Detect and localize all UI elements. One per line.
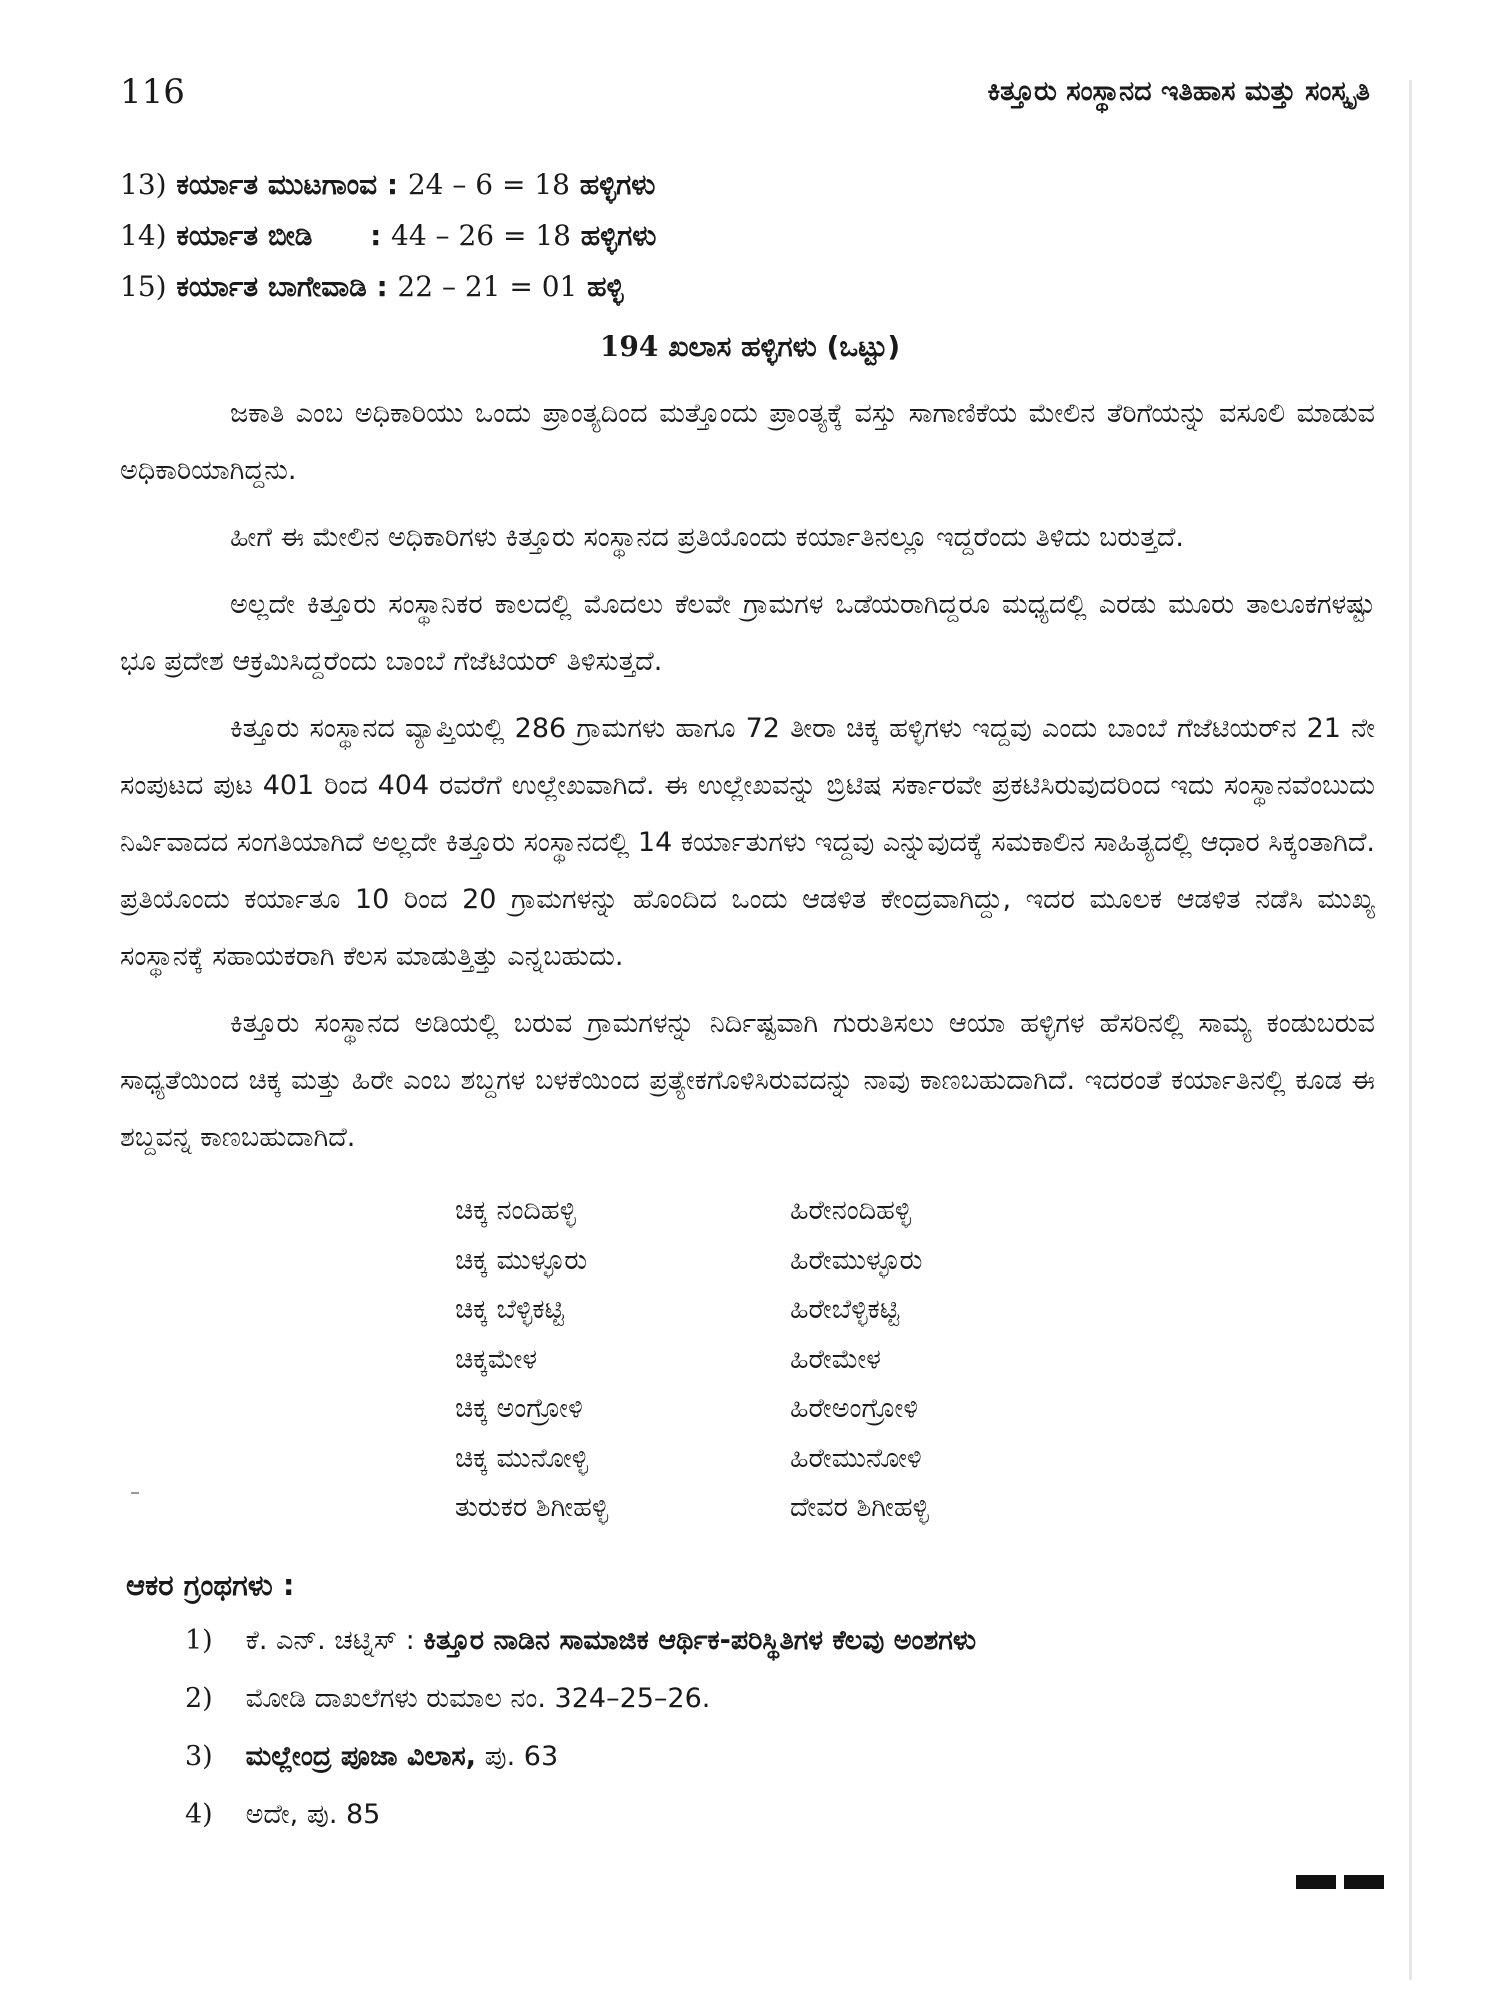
reference-item: [185, 1799, 1335, 1857]
reference-detail: ಪು. 63: [484, 1741, 559, 1772]
references-title: ಆಕರ ಗ್ರಂಥಗಳು :: [126, 1568, 295, 1602]
village-pair: [455, 1195, 1055, 1245]
stat-unit: ಹಳ್ಳಿ: [587, 270, 624, 303]
reference-number: 1): [185, 1625, 213, 1656]
page-edge: [1409, 80, 1412, 1980]
total-number: 194: [599, 330, 659, 363]
reference-work: ಮಲ್ಲೇಂದ್ರ ಪೂಜಾ ವಿಲಾಸ,: [245, 1741, 477, 1772]
reference-number: 3): [185, 1741, 213, 1772]
paragraph: ಹೀಗೆ ಈ ಮೇಲಿನ ಅಧಿಕಾರಿಗಳು ಕಿತ್ತೂರು ಸಂಸ್ಥಾನದ ಪ್ರತಿಯೊಂದು ಕರ್ಯಾತಿನಲ್ಲೂ ಇದ್ದರೆಂದು ತಿಳಿದು ಬರುತ್ತದೆ.: [230, 522, 1184, 553]
village-chikka: ಚಿಕ್ಕ ಮುನೋಳ್ಳಿ: [455, 1442, 589, 1474]
village-hire: ಹಿರೇಅಂಗ್ರೋಳಿ: [790, 1393, 919, 1424]
stat-calc: 44 – 26 = 18: [391, 219, 571, 252]
reference-item: [185, 1683, 1335, 1741]
reference-number: 2): [185, 1683, 213, 1714]
total-heading: [0, 330, 1500, 364]
village-chikka: ಚಿಕ್ಕ ನಂದಿಹಳ್ಳಿ: [455, 1195, 576, 1226]
page-header: [120, 72, 1370, 132]
stat-calc: 24 – 6 = 18: [407, 168, 570, 201]
village-hire: ಹಿರೇಬೆಳ್ಳಿಕಟ್ಟಿ: [790, 1294, 900, 1325]
village-chikka: ಚಿಕ್ಕಮೇಳ: [455, 1343, 538, 1375]
karyat-stats: [120, 168, 1320, 321]
village-pairs-list: [455, 1195, 1055, 1542]
stray-mark: [131, 1492, 139, 1494]
stat-label: ಕರ್ಯಾತ ಮುಟಗಾಂವ :: [176, 168, 399, 201]
stat-row: [120, 168, 1320, 219]
body-text: [120, 385, 1375, 1176]
village-chikka: ಚಿಕ್ಕ ಮುಳ್ಳೂರು: [455, 1244, 588, 1276]
village-hire: ಹಿರೇಮೇಳ: [790, 1343, 881, 1375]
village-hire: ಹಿರೇಮುಳ್ಳೂರು: [790, 1244, 923, 1276]
reference-item: [185, 1741, 1335, 1799]
stat-unit: ಹಳ್ಳಿಗಳು: [580, 219, 657, 252]
references-list: [185, 1625, 1335, 1857]
village-pair: [455, 1393, 1055, 1443]
stat-row: [120, 270, 1320, 321]
village-pair: [455, 1492, 1055, 1542]
reference-detail: ಅದೇ, ಪು. 85: [245, 1799, 381, 1830]
village-hire: ಹಿರೇನಂದಿಹಳ್ಳಿ: [790, 1195, 912, 1226]
village-hire: ದೇವರ ಶಿಗೀಹಳ್ಳಿ: [790, 1492, 929, 1523]
village-pair: [455, 1294, 1055, 1344]
end-bar: [1344, 1875, 1384, 1889]
village-pair: [455, 1344, 1055, 1394]
village-pair: [455, 1245, 1055, 1295]
total-text: ಖಲಾಸ ಹಳ್ಳಿಗಳು (ಒಟ್ಟು): [668, 330, 901, 363]
section-end-mark: [1296, 1874, 1392, 1893]
stat-row: [120, 219, 1320, 270]
stat-label: ಕರ್ಯಾತ ಬಾಗೇವಾಡಿ :: [176, 270, 388, 303]
reference-detail: ಮೋಡಿ ದಾಖಲೆಗಳು ರುಮಾಲ ನಂ. 324–25–26.: [245, 1683, 711, 1714]
reference-author: ಕೆ. ಎನ್. ಚಟ್ನಿಸ್ :: [245, 1625, 415, 1656]
stat-number: 15): [120, 270, 167, 303]
stat-label: ಕರ್ಯಾತ ಬೀಡಿ: [176, 219, 313, 252]
village-hire: ಹಿರೇಮುನೋಳಿ: [790, 1442, 922, 1474]
end-bar: [1296, 1875, 1336, 1889]
village-pair: [455, 1443, 1055, 1493]
paragraph: ಜಕಾತಿ ಎಂಬ ಅಧಿಕಾರಿಯು ಒಂದು ಪ್ರಾಂತ್ಯದಿಂದ ಮತ್ತೊಂದು ಪ್ರಾಂತ್ಯಕ್ಕೆ ವಸ್ತು ಸಾಗಾಣಿಕೆಯ ಮೇಲಿನ ತೆರಿಗೆಯನ್ನು ವಸೂಲಿ ಮಾಡುವ ಅಧಿಕಾರಿಯಾಗಿದ್ದನು.: [120, 398, 1375, 486]
reference-number: 4): [185, 1799, 213, 1830]
paragraph: ಅಲ್ಲದೇ ಕಿತ್ತೂರು ಸಂಸ್ಥಾನಿಕರ ಕಾಲದಲ್ಲಿ ಮೊದಲು ಕೆಲವೇ ಗ್ರಾಮಗಳ ಒಡೆಯರಾಗಿದ್ದರೂ ಮಧ್ಯದಲ್ಲಿ ಎರಡು ಮೂರು ತಾಲೂಕಗಳಷ್ಟು ಭೂ ಪ್ರದೇಶ ಆಕ್ರಮಿಸಿದ್ದರೆಂದು ಬಾಂಬೆ ಗೆಜೆಟಿಯರ್ ತಿಳಿಸುತ್ತದೆ.: [120, 589, 1375, 677]
paragraph: ಕಿತ್ತೂರು ಸಂಸ್ಥಾನದ ವ್ಯಾಪ್ತಿಯಲ್ಲಿ 286 ಗ್ರಾಮಗಳು ಹಾಗೂ 72 ತೀರಾ ಚಿಕ್ಕ ಹಳ್ಳಿಗಳು ಇದ್ದವು ಎಂದು ಬಾಂಬೆ ಗೆಜೆಟಿಯರ್‌ನ 21 ನೇ ಸಂಪುಟದ ಪುಟ 401 ರಿಂದ 404 ರವರೆಗೆ ಉಲ್ಲೇಖವಾಗಿದೆ. ಈ ಉಲ್ಲೇಖವನ್ನು ಬ್ರಿಟಿಷ ಸರ್ಕಾರವೇ ಪ್ರಕಟಿಸಿರುವುದರಿಂದ ಇದು ಸಂಸ್ಥಾನವೆಂಬುದು ನಿರ್ವಿವಾದದ ಸಂಗತಿಯಾಗಿದೆ ಅಲ್ಲದೇ ಕಿತ್ತೂರು ಸಂಸ್ಥಾನದಲ್ಲಿ 14 ಕರ್ಯಾತುಗಳು ಇದ್ದವು ಎನ್ನುವುದಕ್ಕೆ ಸಮಕಾಲಿನ ಸಾಹಿತ್ಯದಲ್ಲಿ ಆಧಾರ ಸಿಕ್ಕಂತಾಗಿದೆ. ಪ್ರತಿಯೊಂದು ಕರ್ಯಾತೂ 10 ರಿಂದ 20 ಗ್ರಾಮಗಳನ್ನು ಹೊಂದಿದ ಒಂದು ಆಡಳಿತ ಕೇಂದ್ರವಾಗಿದ್ದು, ಇದರ ಮೂಲಕ ಆಡಳಿತ ನಡೆಸಿ ಮುಖ್ಯ ಸಂಸ್ಥಾನಕ್ಕೆ ಸಹಾಯಕರಾಗಿ ಕೆಲಸ ಮಾಡುತ್ತಿತ್ತು ಎನ್ನಬಹುದು.: [120, 713, 1375, 972]
stat-number: 14): [120, 219, 167, 252]
reference-work: ಕಿತ್ತೂರ ನಾಡಿನ ಸಾಮಾಜಿಕ ಆರ್ಥಿಕ-ಪರಿಸ್ಥಿತಿಗಳ ಕೆಲವು ಅಂಶಗಳು: [423, 1625, 977, 1656]
village-chikka: ಚಿಕ್ಕ ಬೆಳ್ಳಿಕಟ್ಟಿ: [455, 1294, 565, 1325]
paragraph: ಕಿತ್ತೂರು ಸಂಸ್ಥಾನದ ಅಡಿಯಲ್ಲಿ ಬರುವ ಗ್ರಾಮಗಳನ್ನು ನಿರ್ದಿಷ್ಟವಾಗಿ ಗುರುತಿಸಲು ಆಯಾ ಹಳ್ಳಿಗಳ ಹೆಸರಿನಲ್ಲಿ ಸಾಮ್ಯ ಕಂಡುಬರುವ ಸಾಧ್ಯತೆಯಿಂದ ಚಿಕ್ಕ ಮತ್ತು ಹಿರೇ ಎಂಬ ಶಬ್ದಗಳ ಬಳಕೆಯಿಂದ ಪ್ರತ್ಯೇಕಗೊಳಿಸಿರುವದನ್ನು ನಾವು ಕಾಣಬಹುದಾಗಿದೆ. ಇದರಂತೆ ಕರ್ಯಾತಿನಲ್ಲಿ ಕೂಡ ಈ ಶಬ್ದವನ್ನ ಕಾಣಬಹುದಾಗಿದೆ.: [120, 1008, 1375, 1153]
stat-separator: :: [370, 219, 382, 252]
stat-number: 13): [120, 168, 167, 201]
stat-calc: 22 – 21 = 01: [397, 270, 578, 303]
reference-item: [185, 1625, 1335, 1683]
stat-unit: ಹಳ್ಳಿಗಳು: [579, 168, 656, 201]
page-number: 116: [120, 72, 185, 112]
village-chikka: ತುರುಕರ ಶಿಗೀಹಳ್ಳಿ: [455, 1492, 609, 1523]
village-chikka: ಚಿಕ್ಕ ಅಂಗ್ರೋಳಿ: [455, 1393, 583, 1424]
running-title: ಕಿತ್ತೂರು ಸಂಸ್ಥಾನದ ಇತಿಹಾಸ ಮತ್ತು ಸಂಸ್ಕೃತಿ: [987, 76, 1370, 107]
